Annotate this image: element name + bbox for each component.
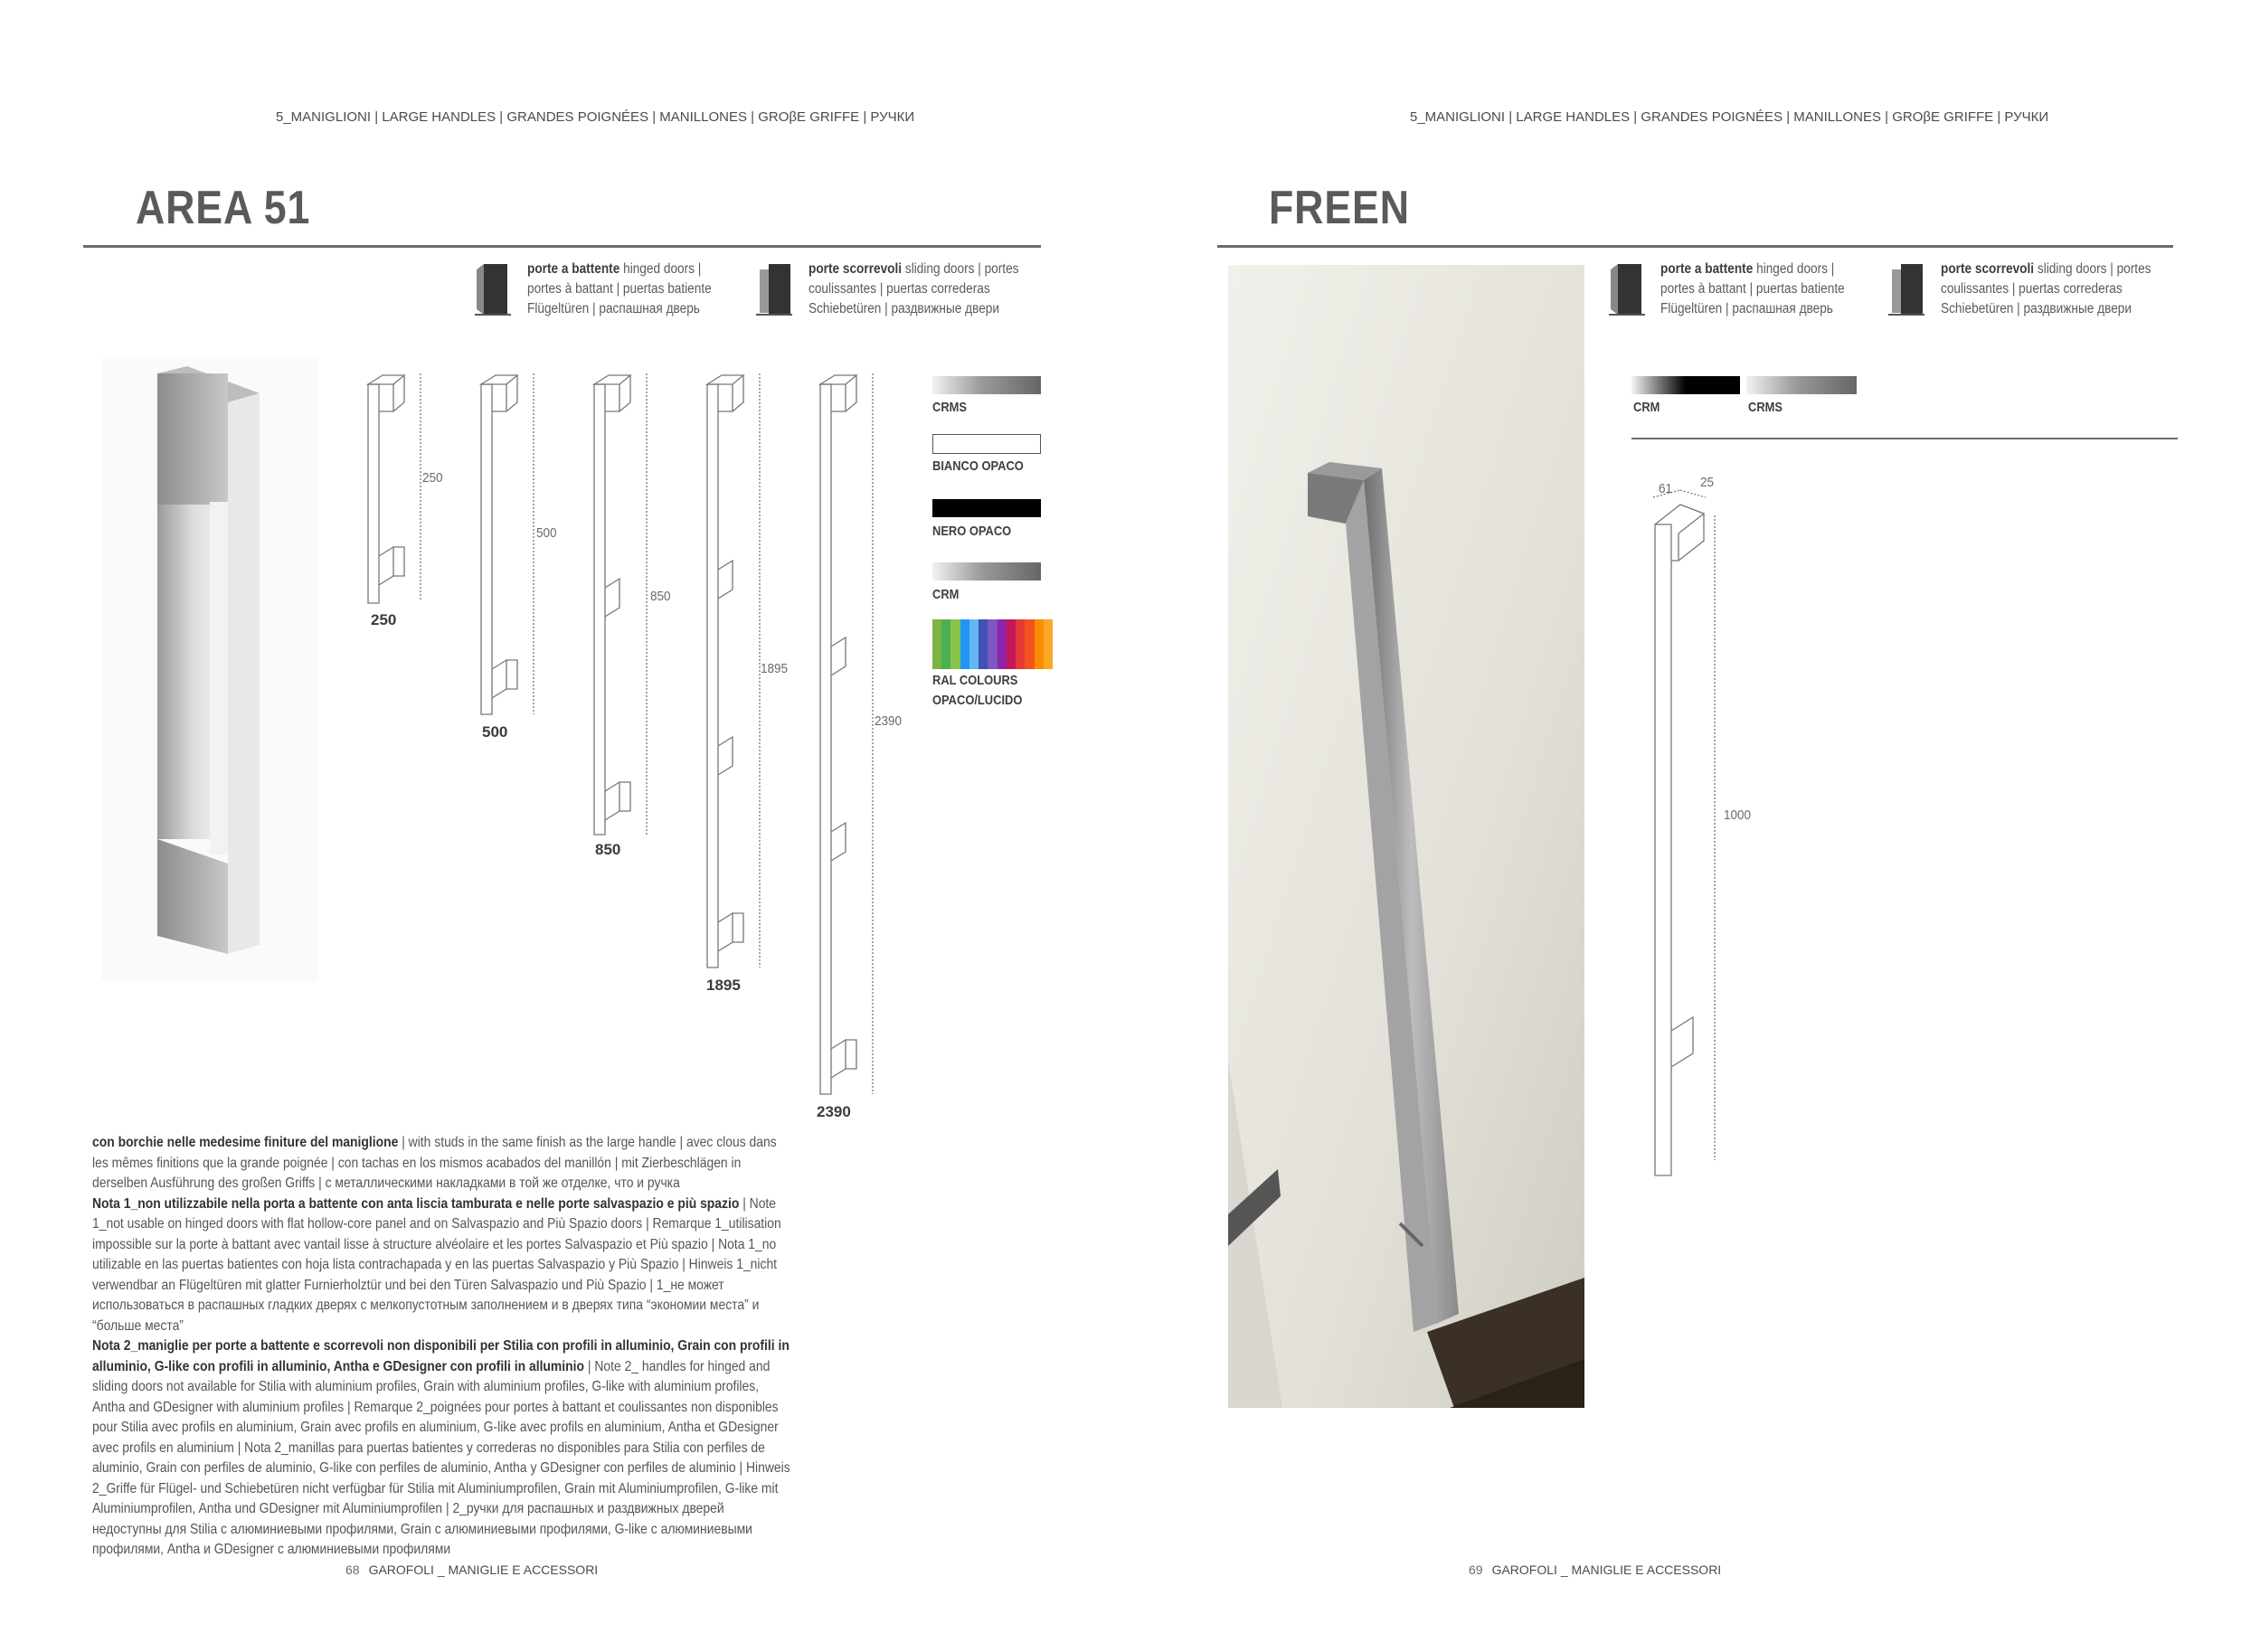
note-1: Nota 1_non utilizzabile nella porta a battente con anta liscia tamburata e nelle porte salvaspazio e più spazio | Note 1_not usable on hinged doors with flat hollow-core panel and on Salvaspazio and Più Spazio doors | Remarque 1_utilisation impossible sur la porte à battant avec vantail lisse à structure alvéolaire et les portes Salvaspazio et Più spazio | Nota 1_no utilizable en las puertas batientes con hoja lista contrachapada y en las puertas Salvaspazio y Più Spazio | Hinweis 1_nicht verwendbar an Flügeltüren mit glatter Furnierholztür und bei den Türen Salvaspazio und Più Spazio | 1_не может использоваться в распашных гладких дверях с мелкопустотным заполнением и в дверях типа “экономии места” и “больше места” (92, 1195, 781, 1334)
page-number-right: 69 (1469, 1562, 1483, 1577)
ral-color-stripe (932, 619, 941, 669)
ral-color-stripe (988, 619, 997, 669)
ral-color-stripe (998, 619, 1007, 669)
size-label-250: 250 (371, 611, 397, 628)
footer-right (1469, 1562, 1721, 1577)
freen-handle-photo (1228, 265, 1584, 1408)
hinged-door-text: porte a battente hinged doors | portes à battant | puertas batiente Flügeltüren | распашная дверь (527, 261, 712, 316)
ral-color-stripe (1016, 619, 1025, 669)
hinged-door-text-right: porte a battente hinged doors | portes à battant | puertas batiente Flügeltüren | распашная дверь (1660, 261, 1845, 316)
drawing-250 (368, 373, 421, 603)
area51-size-drawings (357, 366, 1081, 1108)
drawing-1895 (707, 373, 760, 968)
dim-2390: 2390 (875, 713, 903, 729)
sliding-door-text-right: porte scorrevoli sliding doors | portes coulissantes | puertas correderas Schiebetüren | раздвижные двери (1941, 261, 2151, 316)
swatch-crms (932, 376, 1041, 394)
ral-color-stripe (950, 619, 960, 669)
notes-block (92, 1133, 792, 1561)
swatch-label-crm-right: CRM (1633, 400, 1660, 415)
swatch-ral-colours (932, 619, 1053, 669)
drawing-2390 (820, 373, 873, 1094)
sliding-door-text: porte scorrevoli sliding doors | portes coulissantes | puertas correderas Schiebetüren | раздвижные двери (808, 261, 1019, 316)
hinged-door-icon (475, 262, 511, 318)
ral-color-stripe (1007, 619, 1016, 669)
ral-color-stripe (979, 619, 988, 669)
ral-color-stripe (941, 619, 950, 669)
swatch-label-crms-right: CRMS (1748, 400, 1782, 415)
ral-color-stripe (960, 619, 969, 669)
ral-color-stripe (1025, 619, 1034, 669)
page-number-left: 68 (345, 1562, 360, 1577)
dim-250: 250 (422, 470, 443, 486)
hinged-door-icon-right (1609, 262, 1645, 318)
note-studs: con borchie nelle medesime finiture del maniglione | with studs in the same finish as the large handle | avec clous dans les mêmes finitions que la grande poignée | con tachas en los mismos acabados del manillón | mit Zierbeschlägen in derselben Ausführung des großen Griffs | с металлическими накладками в той же отделке, что и ручка (92, 1135, 777, 1191)
swatch-nero-opaco (932, 499, 1041, 517)
product-title-freen: FREEN (1269, 182, 1410, 234)
footer-text-left: GAROFOLI _ MANIGLIE E ACCESSORI (368, 1562, 599, 1577)
area51-handle-photo (101, 357, 318, 981)
ral-color-stripe (1044, 619, 1053, 669)
title-rule-left (83, 245, 1041, 248)
footer-text-right: GAROFOLI _ MANIGLIE E ACCESSORI (1491, 1562, 1722, 1577)
section-header-left: 5_MANIGLIONI | LARGE HANDLES | GRANDES POIGNÉES | MANILLONES | GROβE GRIFFE | РУЧКИ (276, 109, 915, 125)
footer-left (345, 1562, 598, 1577)
note-2: Nota 2_maniglie per porte a battente e scorrevoli non disponibili per Stilia con profili in alluminio, Grain con profili in alluminio, G-like con profili in alluminio, Antha e GDesigner con profili in alluminio | Note 2_ handles for hinged and sliding doors not available for Stilia with aluminium profiles, Grain with aluminium profiles, G-like with aluminium profiles, Antha and GDesigner with aluminium profiles | Remarque 2_poignées pour portes à battant et coulissantes non disponibles pour Stilia avec profils en aluminium, Grain avec profils en aluminium, G-like avec profils en aluminium, Antha et GDesigner avec profils en aluminium | Nota 2_manillas para puertas batientes y correderas no disponibles para Stilia con perfiles de aluminio, Grain con perfiles de aluminio, G-like con perfiles de aluminio, Antha y GDesigner con perfiles de aluminio | Hinweis 2_Griffe für Flügel- und Schiebetüren nicht verfügbar für Stilia mit Aluminiumprofilen, Grain mit Aluminiumprofilen, G-like mit Aluminiumprofilen, Antha und GDesigner mit Aluminiumprofilen | 2_ручки для распашных и раздвижных дверей недоступны для Stilia с алюминиевыми профилями, Grain с алюминиевыми профилями, G-like с алюминиевыми профилями, Antha и GDesigner с алюминиевыми профилями (92, 1338, 790, 1557)
drawing-500 (481, 373, 534, 714)
sliding-door-icon-right (1888, 262, 1924, 318)
dim-850: 850 (650, 589, 671, 604)
swatch-label-bianco: BIANCO OPACO (932, 458, 1024, 474)
dim-freen-width: 61 (1659, 481, 1673, 496)
dim-1895: 1895 (761, 661, 789, 676)
drawing-850 (594, 373, 647, 835)
swatch-label-ral: RAL COLOURS OPACO/LUCIDO (932, 673, 1023, 708)
swatch-crm-right (1631, 376, 1740, 394)
freen-drawing (1646, 470, 1754, 1185)
swatch-label-crms: CRMS (932, 400, 967, 415)
size-label-1895: 1895 (706, 977, 741, 994)
section-header-right: 5_MANIGLIONI | LARGE HANDLES | GRANDES POIGNÉES | MANILLONES | GROβE GRIFFE | РУЧКИ (1410, 109, 2049, 125)
swatch-crm (932, 562, 1041, 581)
size-label-500: 500 (482, 723, 508, 741)
sliding-door-icon (756, 262, 792, 318)
product-title-area51: AREA 51 (136, 182, 311, 234)
title-rule-right (1217, 245, 2173, 248)
ral-color-stripe (1035, 619, 1044, 669)
dim-freen-length: 1000 (1724, 807, 1752, 823)
finish-rule-right (1631, 438, 2178, 439)
dim-500: 500 (536, 525, 557, 541)
dim-freen-depth: 25 (1700, 475, 1715, 490)
swatch-label-nero: NERO OPACO (932, 524, 1012, 539)
swatch-bianco-opaco (932, 434, 1041, 454)
size-label-850: 850 (595, 841, 621, 858)
swatch-crms-right (1746, 376, 1857, 394)
swatch-label-crm: CRM (932, 587, 960, 602)
size-label-2390: 2390 (817, 1103, 851, 1120)
ral-color-stripe (969, 619, 979, 669)
